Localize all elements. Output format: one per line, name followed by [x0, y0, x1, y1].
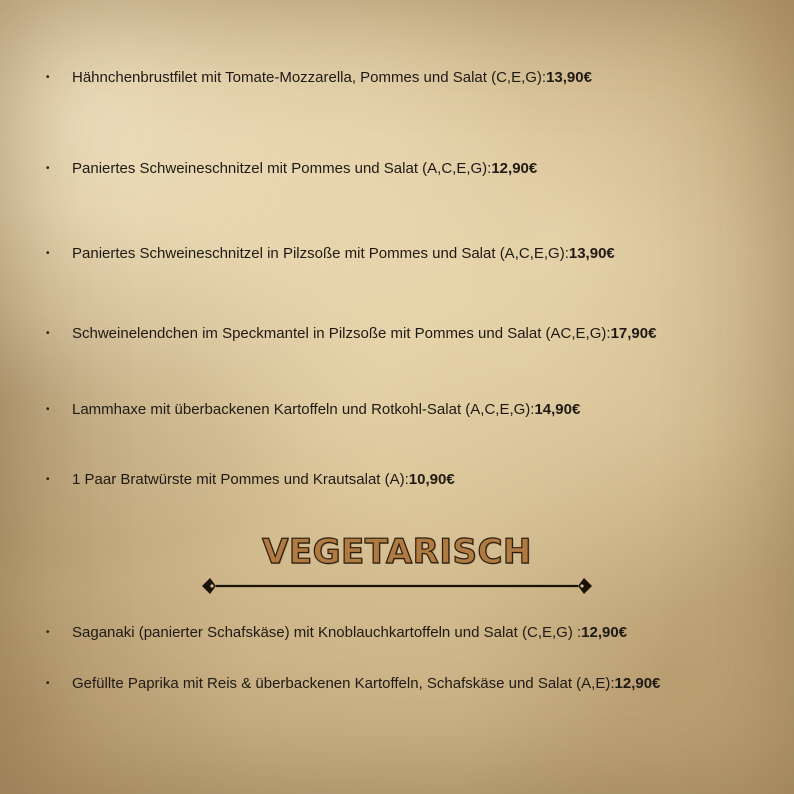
dish-name: Gefüllte Paprika mit Reis & überbackenen Kartoffeln, Schafskäse und Salat (A,E): — [72, 675, 615, 692]
dish-price: 17,90€ — [610, 325, 657, 342]
dish-price: 13,90€ — [546, 69, 592, 86]
list-item — [46, 674, 786, 694]
dish-price: 13,90€ — [568, 245, 615, 262]
dish-name: Paniertes Schweineschnitzel mit Pommes und Salat (A,C,E,G): — [72, 160, 492, 177]
dish-name: Schweinelendchen im Speckmantel in Pilzsoße mit Pommes und Salat (AC,E,G): — [72, 325, 611, 342]
dish-price: 12,90€ — [491, 160, 538, 177]
bullet-icon: • — [46, 474, 50, 485]
bullet-icon: • — [46, 627, 50, 638]
list-item — [46, 324, 786, 344]
list-item — [46, 244, 786, 264]
dish-name: Lammhaxe mit überbackenen Kartoffeln und Rotkohl-Salat (A,C,E,G): — [72, 401, 535, 418]
dish-name: Hähnchenbrustfilet mit Tomate-Mozzarella, Pommes und Salat (C,E,G): — [72, 69, 547, 86]
list-item — [46, 400, 786, 420]
list-item — [46, 159, 786, 179]
section-heading-wrap — [0, 532, 794, 572]
list-item — [46, 470, 786, 490]
dish-price: 10,90€ — [408, 471, 455, 488]
bullet-icon: • — [46, 163, 50, 174]
bullet-icon: • — [46, 248, 50, 259]
ornament-divider-icon — [200, 574, 594, 598]
dish-price: 12,90€ — [581, 624, 628, 641]
bullet-icon: • — [46, 72, 50, 83]
bullet-icon: • — [46, 404, 50, 415]
dish-name: Paniertes Schweineschnitzel in Pilzsoße mit Pommes und Salat (A,C,E,G): — [72, 245, 569, 262]
list-item — [46, 623, 786, 643]
dish-price: 14,90€ — [534, 401, 581, 418]
dish-name: Saganaki (panierter Schafskäse) mit Knoblauchkartoffeln und Salat (C,E,G) : — [72, 624, 582, 641]
dish-name: 1 Paar Bratwürste mit Pommes und Krautsalat (A): — [72, 471, 409, 488]
dish-price: 12,90€ — [614, 675, 661, 692]
bullet-icon: • — [46, 328, 50, 339]
list-item — [46, 68, 786, 88]
bullet-icon: • — [46, 678, 50, 689]
section-heading-vegetarisch: VEGETARISCH — [262, 532, 532, 572]
